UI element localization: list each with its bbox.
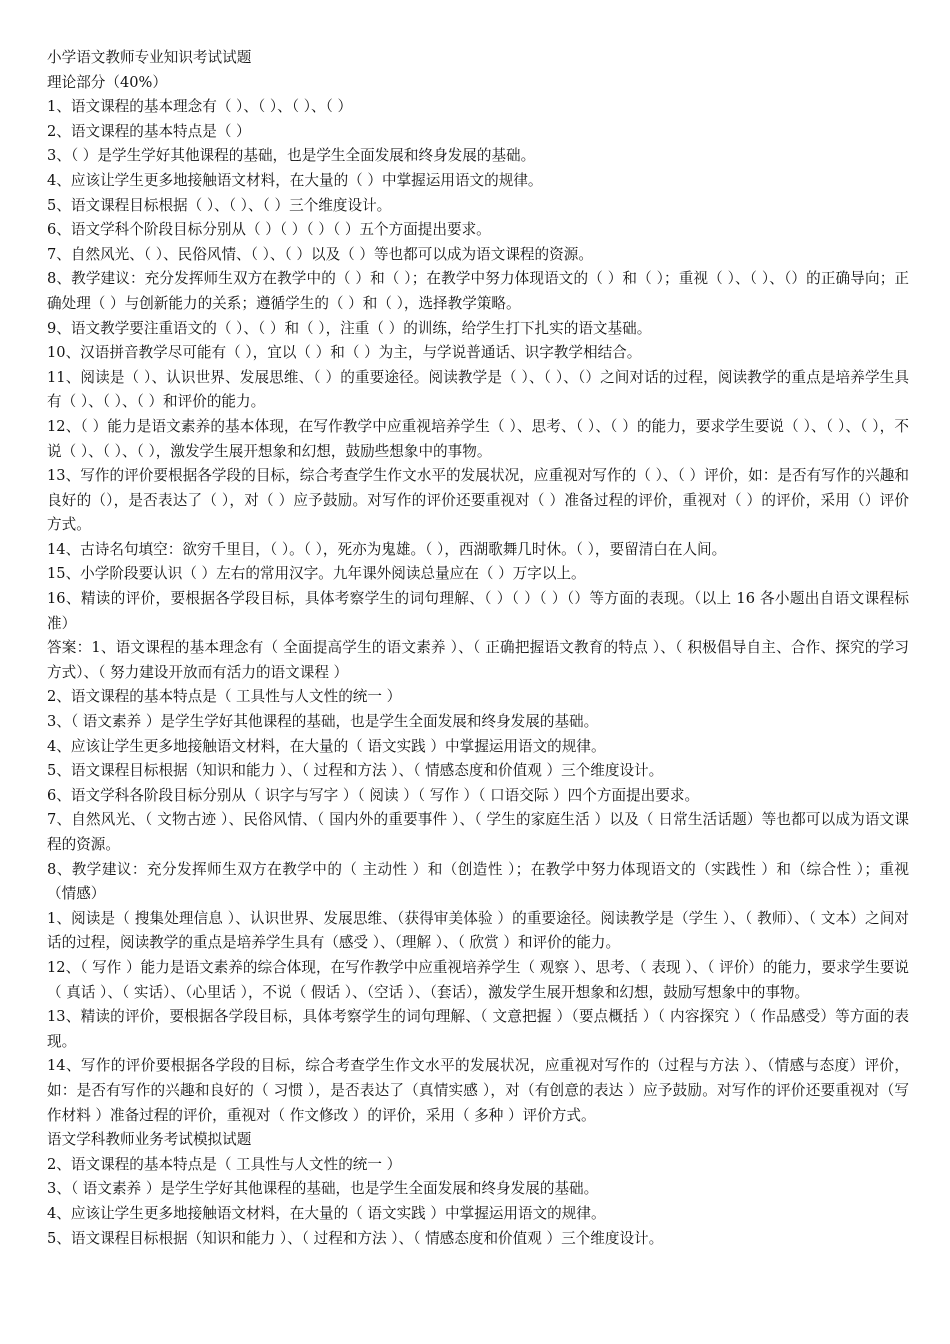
question-16: 16、精读的评价，要根据各学段目标，具体考察学生的词句理解、（ ）（ ）（ ）（）等方面的表现。（以上 16 各小题出自语文课程标准）	[47, 590, 909, 632]
answer-8: 8、教学建议：充分发挥师生双方在教学中的（ 主动性 ）和（创造性 ）；在教学中努力体现语文的（实践性 ）和（综合性 ）；重视（情感）	[47, 860, 909, 903]
mock-answer-5: 5、语文课程目标根据（知识和能力 ）、（ 过程和方法 ）、（ 情感态度和价值观 ）三个维度设计。	[47, 1229, 664, 1247]
mock-answer-4: 4、应该让学生更多地接触语文材料，在大量的（ 语文实践 ）中掌握运用语文的规律。	[47, 1204, 606, 1222]
answer-4: 4、应该让学生更多地接触语文材料，在大量的（ 语文实践 ）中掌握运用语文的规律。	[47, 737, 606, 755]
question-11: 11、阅读是（ ）、认识世界、发展思维、（ ）的重要途径。阅读教学是（ ）、（ ）、（）之间对话的过程，阅读教学的重点是培养学生具有（ ）、（ ）、（ ）和评价的能力。	[47, 368, 909, 411]
question-3: 3、（ ）是学生学好其他课程的基础，也是学生全面发展和终身发展的基础。	[47, 147, 536, 165]
answer-5: 5、语文课程目标根据（知识和能力 ）、（ 过程和方法 ）、（ 情感态度和价值观 ）三个维度设计。	[47, 762, 664, 780]
question-2: 2、语文课程的基本特点是（ ）	[47, 122, 251, 140]
answer-1: 答案：1、语文课程的基本理念有（ 全面提高学生的语文素养 ）、（ 正确把握语文教育的特点 ）、（ 积极倡导自主、合作、探究的学习方式）、（ 努力建设开放而有活力的语文课程 ）	[47, 639, 909, 681]
document-body	[47, 46, 909, 1251]
mock-answer-2: 2、语文课程的基本特点是（ 工具性与人文性的统一 ）	[47, 1155, 402, 1173]
answer-12: 12、（ 写作 ）能力是语文素养的综合体现，在写作教学中应重视培养学生（ 观察 ）、思考、（ 表现 ）、（ 评价）的能力，要求学生要说（ 真话 ）、（ 实话）、（心里话 ），不说（ 假话 ）、（空话 ）、（套话），激发学生展开想象和幻想，鼓励写想象中的事物。	[47, 958, 909, 1001]
question-15: 15、小学阶段要认识（ ）左右的常用汉字。九年课外阅读总量应在（ ）万字以上。	[47, 565, 586, 583]
mock-answer-3: 3、（ 语文素养 ）是学生学好其他课程的基础，也是学生全面发展和终身发展的基础。	[47, 1180, 599, 1198]
answer-6: 6、语文学科各阶段目标分别从（ 识字与写字 ）（ 阅读 ）（ 写作 ）（ 口语交际 ）四个方面提出要求。	[47, 786, 700, 804]
doc-title: 小学语文教师专业知识考试试题	[47, 49, 252, 66]
question-1: 1、语文课程的基本理念有（ ）、（ ）、（ ）、（ ）	[47, 98, 353, 116]
question-8: 8、教学建议：充分发挥师生双方在教学中的（ ）和（ ）；在教学中努力体现语文的（ ）和（ ）；重视（ ）、（ ）、（）的正确导向；正确处理（ ）与创新能力的关系；遵循学生的（ ）和（ ），选择教学策略。	[47, 270, 909, 312]
answer-11: 1、阅读是（ 搜集处理信息 ）、认识世界、发展思维、（获得审美体验 ）的重要途径。阅读教学是（学生 ）、（ 教师）、（ 文本）之间对话的过程，阅读教学的重点是培养学生具有（感受 ）、（理解 ）、（ 欣赏 ）和评价的能力。	[47, 909, 909, 952]
question-9: 9、语文教学要注重语文的（ ）、（ ）和（ ），注重（ ）的训练，给学生打下扎实的语文基础。	[47, 319, 652, 337]
answer-13: 13、精读的评价，要根据各学段目标，具体考察学生的词句理解、（ 文意把握 ）（要点概括 ）（ 内容探究 ）（ 作品感受）等方面的表现。	[47, 1008, 909, 1050]
section-heading: 理论部分（40%）	[47, 73, 167, 91]
question-6: 6、语文学科个阶段目标分别从（ ）（ ）（ ）（ ）五个方面提出要求。	[47, 221, 491, 239]
question-7: 7、自然风光、（ ）、民俗风情、（ ）、（ ）以及（ ）等也都可以成为语文课程的资源。	[47, 245, 593, 263]
question-12: 12、（ ）能力是语文素养的基本体现，在写作教学中应重视培养学生（ ）、思考、（ ）、（ ）的能力，要求学生要说（ ）、（ ）、（ ），不说（ ）、（ ）、（ ），激发学生展开想象和幻想，鼓励些想象中的事物。	[47, 417, 909, 460]
question-5: 5、语文课程目标根据（ ）、（ ）、（ ）三个维度设计。	[47, 196, 392, 214]
answer-2: 2、语文课程的基本特点是（ 工具性与人文性的统一 ）	[47, 688, 402, 706]
answer-3: 3、（ 语文素养 ）是学生学好其他课程的基础，也是学生全面发展和终身发展的基础。	[47, 713, 599, 731]
answer-14: 14、写作的评价要根据各学段的目标，综合考查学生作文水平的发展状况，应重视对写作的（过程与方法 ）、（情感与态度）评价，如：是否有写作的兴趣和良好的（ 习惯 ），是否表达了（真情实感 ），对（有创意的表达 ）应予鼓励。对写作的评价还要重视对（写作材料 ）准备过程的评价，重视对（ 作文修改 ）的评价，采用（ 多种 ）评价方式。	[47, 1057, 909, 1124]
mock-exam-title: 语文学科教师业务考试模拟试题	[47, 1131, 252, 1149]
question-13: 13、写作的评价要根据各学段的目标，综合考查学生作文水平的发展状况，应重视对写作的（ ）、（ ）评价，如：是否有写作的兴趣和良好的（），是否表达了（ ），对（ ）应予鼓励。对写作的评价还要重视对（ ）准备过程的评价，重视对（ ）的评价，采用（）评价方式。	[47, 467, 909, 534]
question-10: 10、汉语拼音教学尽可能有（ ），宜以（ ）和（ ）为主，与学说普通话、识字教学相结合。	[47, 344, 642, 362]
question-14: 14、古诗名句填空：欲穷千里目，（ ）。（ ），死亦为鬼雄。（ ），西湖歌舞几时休。（ ），要留清白在人间。	[47, 540, 727, 558]
question-4: 4、应该让学生更多地接触语文材料，在大量的（ ）中掌握运用语文的规律。	[47, 171, 543, 189]
answer-7: 7、自然风光、（ 文物古迹 ）、民俗风情、（ 国内外的重要事件 ）、（ 学生的家庭生活 ）以及（ 日常生活话题）等也都可以成为语文课程的资源。	[47, 811, 909, 853]
